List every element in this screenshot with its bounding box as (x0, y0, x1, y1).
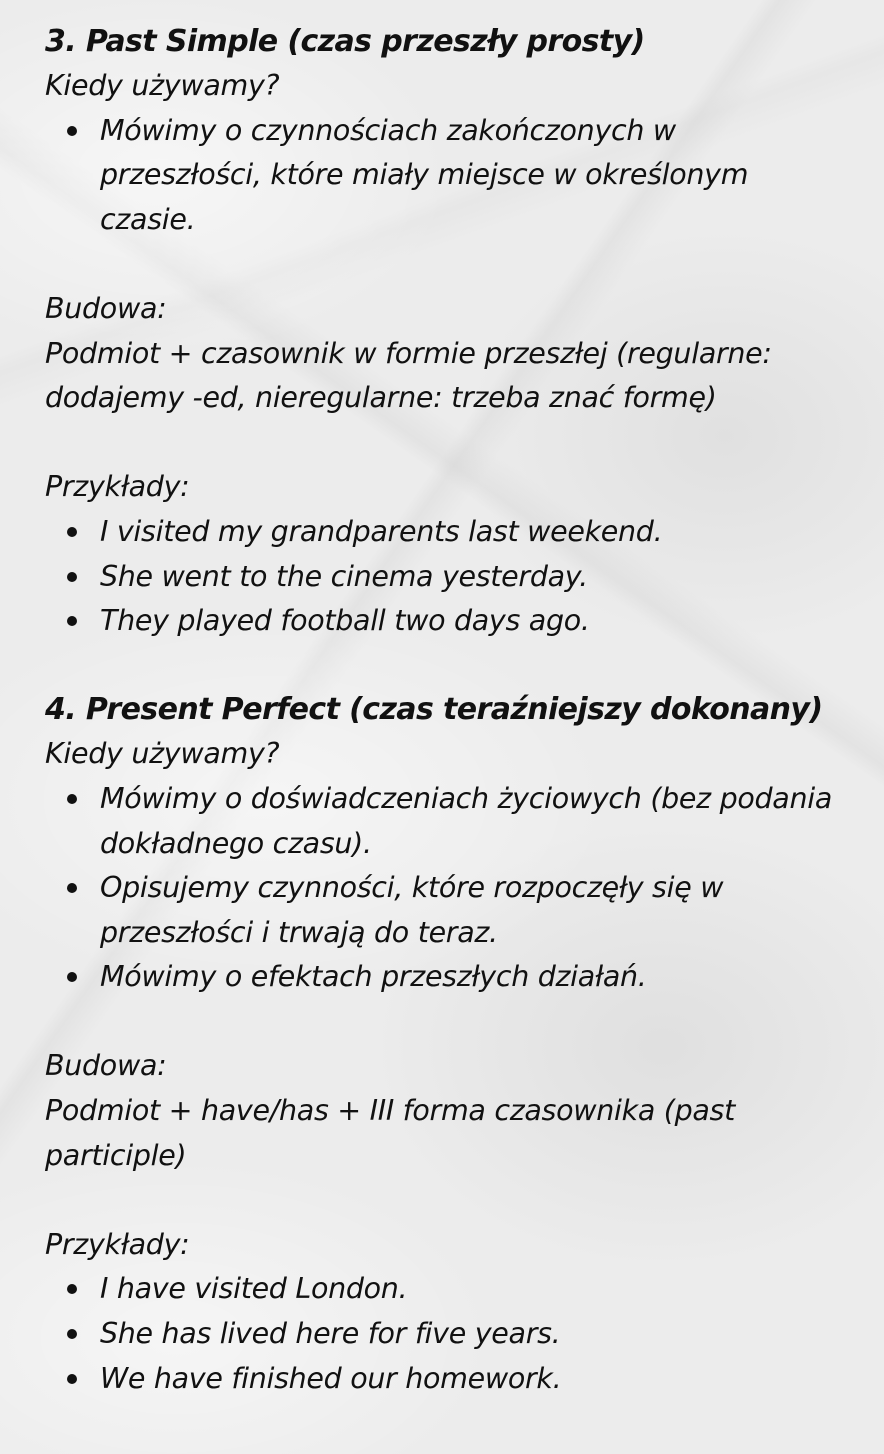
example-item (45, 1312, 840, 1357)
structure-line: dodajemy -ed, nieregularne: trzeba znać formę) (45, 381, 717, 415)
usage-item (45, 109, 840, 243)
section-heading: 3. Past Simple (czas przeszły prosty) (45, 24, 645, 59)
usage-item (45, 866, 840, 955)
examples-list (45, 510, 884, 644)
bullet-icon (67, 126, 77, 136)
bullet-icon (67, 527, 77, 537)
bullet-icon (67, 572, 77, 582)
structure-label: Budowa: (45, 291, 167, 325)
usage-text: Opisujemy czynności, które rozpoczęły się w przeszłości i trwają do teraz. (100, 871, 724, 949)
usage-label: Kiedy używamy? (45, 69, 280, 102)
bullet-icon (67, 1329, 77, 1339)
bullet-icon (67, 1374, 77, 1384)
usage-text: Mówimy o czynnościach zakończonych w przeszłości, które miały miejsce w określonym czasie. (100, 113, 749, 236)
bullet-icon (67, 794, 77, 804)
example-text: She has lived here for five years. (100, 1317, 561, 1351)
usage-list (45, 109, 884, 243)
example-text: I have visited London. (100, 1272, 408, 1306)
example-text: We have finished our homework. (100, 1361, 562, 1395)
usage-list (45, 777, 884, 1000)
bullet-icon (67, 616, 77, 626)
usage-text: Mówimy o efektach przeszłych działań. (100, 960, 647, 994)
example-text: They played football two days ago. (100, 604, 590, 638)
example-text: She went to the cinema yesterday. (100, 559, 588, 593)
example-item (45, 510, 840, 555)
examples-list (45, 1267, 884, 1401)
usage-text: Mówimy o doświadczeniach życiowych (bez podania dokładnego czasu). (100, 781, 833, 860)
usage-item (45, 777, 840, 866)
usage-label: Kiedy używamy? (45, 737, 280, 771)
bullet-icon (67, 972, 77, 982)
examples-label: Przykłady: (45, 470, 190, 504)
structure-line: participle) (45, 1138, 187, 1172)
examples-label: Przykłady: (45, 1227, 190, 1261)
example-item (45, 1267, 840, 1312)
bullet-icon (67, 883, 77, 893)
example-item (45, 599, 840, 644)
present-perfect-section (45, 688, 884, 1401)
bullet-icon (67, 1284, 77, 1294)
example-item (45, 1357, 840, 1402)
past-simple-section (45, 20, 884, 644)
structure-label: Budowa: (45, 1049, 167, 1083)
example-text: I visited my grandparents last weekend. (100, 514, 663, 548)
example-item (45, 555, 840, 600)
section-heading: 4. Present Perfect (czas teraźniejszy dokonany) (45, 692, 823, 728)
structure-line: Podmiot + czasownik w formie przeszłej (regularne: (45, 336, 772, 370)
structure-line: Podmiot + have/has + III forma czasownika (past (45, 1094, 735, 1128)
usage-item (45, 955, 840, 1000)
